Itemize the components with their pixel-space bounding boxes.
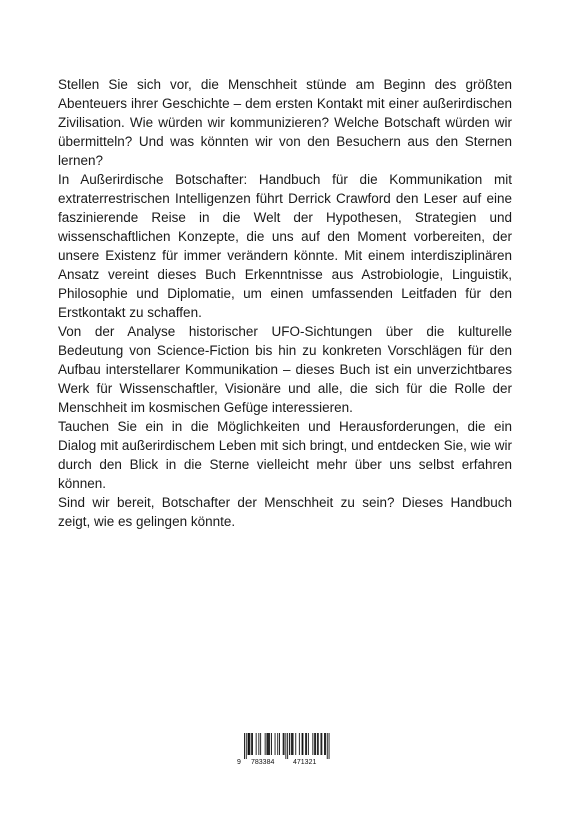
- blurb-text: [58, 75, 512, 531]
- barcode-bar: [275, 733, 276, 755]
- barcode-bar: [305, 733, 306, 755]
- blurb-paragraph-1: Stellen Sie sich vor, die Menschheit stünde am Beginn des größten Abenteuers ihrer Geschichte – dem ersten Kontakt mit einer außerirdischen Zivilisation. Wie würden wir kommunizieren? Welche Botschaft würden wir übermitteln? Und was könnten wir von den Besuchern aus den Sternen lernen?: [58, 77, 512, 168]
- barcode-bar: [308, 733, 309, 755]
- barcode-bar: [295, 733, 296, 755]
- barcode-bar: [299, 733, 300, 755]
- barcode-bar: [269, 733, 270, 755]
- barcode-bar: [279, 733, 280, 755]
- barcode-digit-group-1: 783384: [251, 759, 275, 766]
- barcode-bar: [321, 733, 322, 755]
- barcode-bar: [256, 733, 257, 755]
- barcode-bar: [324, 733, 325, 755]
- barcode-bar: [248, 733, 249, 755]
- barcode-bar: [325, 733, 326, 755]
- barcode-bar: [283, 733, 284, 755]
- barcode-bar: [265, 733, 266, 755]
- isbn-barcode: [237, 733, 337, 767]
- barcode-bar: [287, 733, 288, 759]
- barcode-bar: [292, 733, 293, 755]
- barcode-bars: [237, 733, 337, 759]
- barcode-bar: [291, 733, 292, 755]
- barcode-bar: [303, 733, 304, 755]
- barcode-first-digit: 9: [237, 759, 241, 766]
- barcode-bar: [284, 733, 285, 755]
- barcode-bar: [321, 733, 322, 755]
- barcode-bar: [289, 733, 290, 755]
- barcode-bar: [251, 733, 252, 755]
- barcode-bar: [317, 733, 318, 755]
- barcode-bar: [271, 733, 272, 755]
- barcode-digit-group-2: 471321: [293, 759, 317, 766]
- barcode-bar: [249, 733, 250, 755]
- barcode-bar: [306, 733, 307, 755]
- blurb-paragraph-4: Tauchen Sie ein in die Möglichkeiten und Herausforderungen, die ein Dialog mit außerirdischem Leben mit sich bringt, und entdecken Sie, wie wir durch den Blick in die Sterne vielleicht mehr über uns selbst erfahren können.: [58, 419, 512, 491]
- barcode-bar: [249, 733, 250, 755]
- barcode-digits: [237, 759, 337, 769]
- barcode-bar: [267, 733, 268, 755]
- blurb-paragraph-3: Von der Analyse historischer UFO-Sichtungen über die kulturelle Bedeutung von Science-Fiction bis hin zu konkreten Vorschlägen für den Aufbau interstellarer Kommunikation – dieses Buch ist ein unverzichtbares Werk für Wissenschaftler, Visionäre und alle, die sich für die Rolle der Menschheit im kosmischen Gefüge interessieren.: [58, 324, 512, 415]
- barcode-bar: [302, 733, 303, 755]
- barcode-bar: [260, 733, 261, 755]
- barcode-bar: [312, 733, 313, 755]
- barcode-bar: [268, 733, 269, 755]
- barcode-bar: [252, 733, 253, 755]
- barcode-bar: [285, 733, 286, 759]
- barcode-bar: [277, 733, 278, 755]
- barcode-bar: [327, 733, 328, 759]
- barcode-bar: [293, 733, 294, 755]
- barcode-bar: [318, 733, 319, 755]
- barcode-bar: [314, 733, 315, 755]
- barcode-bar: [246, 733, 247, 759]
- barcode-bar: [244, 733, 245, 759]
- barcode-bar: [267, 733, 268, 755]
- blurb-paragraph-5: Sind wir bereit, Botschafter der Menschheit zu sein? Dieses Handbuch zeigt, wie es gelingen könnte.: [58, 495, 512, 529]
- barcode-bar: [315, 733, 316, 755]
- blurb-paragraph-2: In Außerirdische Botschafter: Handbuch für die Kommunikation mit extraterrestrischen Intelligenzen führt Derrick Crawford den Leser auf eine faszinierende Reise in die Welt der Hypothesen, Strategien und wissenschaftlichen Konzepte, die uns auf den Moment vorbereiten, der unsere Existenz für immer verändern könnte. Mit einem interdisziplinären Ansatz vereint dieses Buch Erkenntnisse aus Astrobiologie, Linguistik, Philosophie und Diplomatie, um einen umfassenden Leitfaden für den Erstkontakt zu schaffen.: [58, 172, 512, 320]
- barcode-bar: [258, 733, 259, 755]
- barcode-bar: [329, 733, 330, 759]
